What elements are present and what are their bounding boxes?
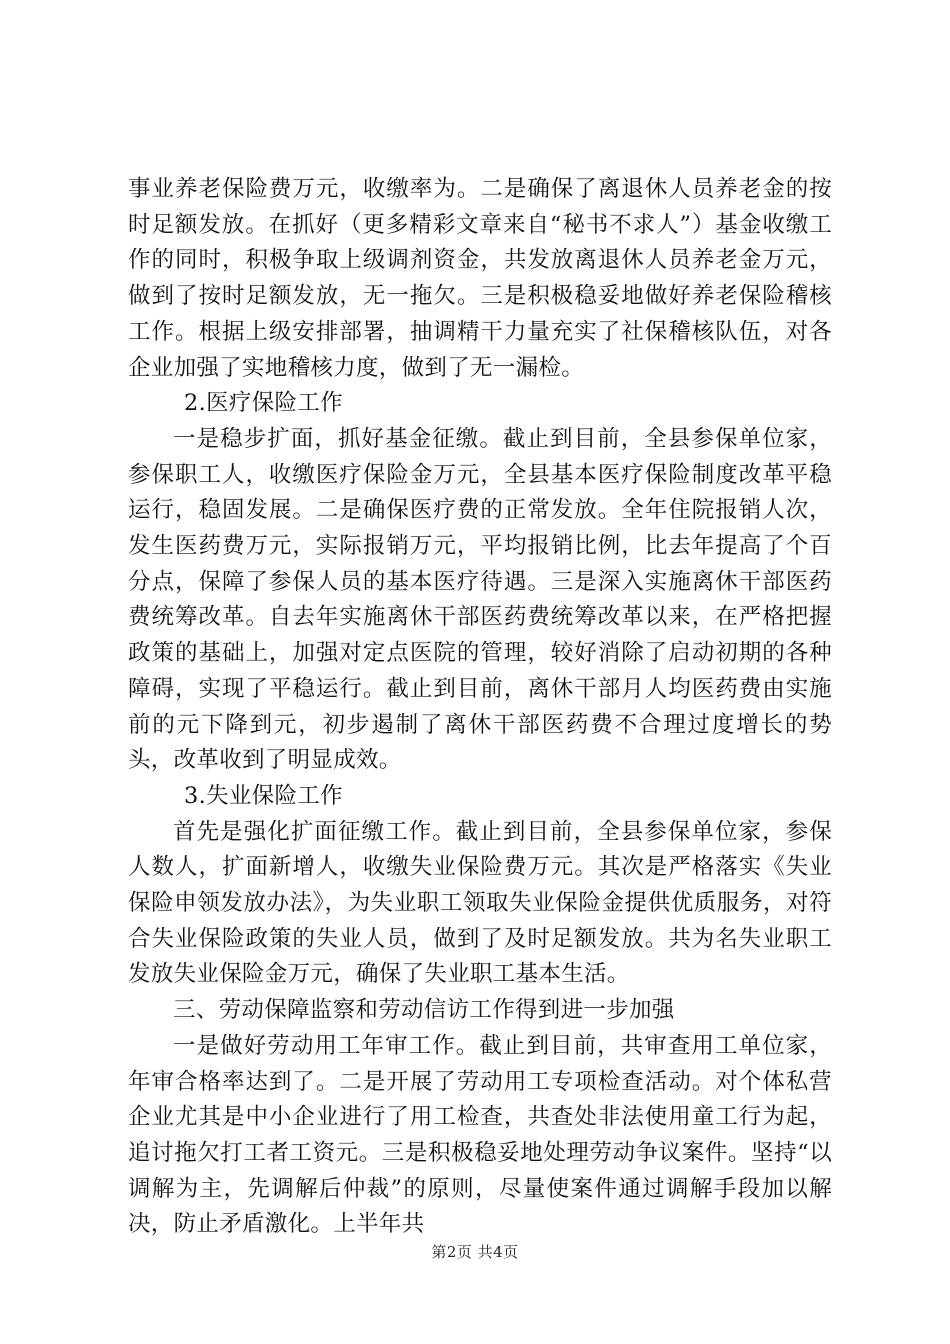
paragraph-medical-insurance: 一是稳步扩面，抓好基金征缴。截止到目前，全县参保单位家，参保职工人，收缴医疗保险金万元，全县基本医疗保险制度改革平稳运行，稳固发展。二是确保医疗费的正常发放。全年住院报销人次，发生医药费万元，实际报销万元，平均报销比例，比去年提高了个百分点，保障了参保人员的基本医疗待遇。三是深入实施离休干部医药费统筹改革。自去年实施离休干部医药费统筹改革以来，在严格把握政策的基础上，加强对定点医院的管理，较好消除了启动初期的各种障碍，实现了平稳运行。截止到目前，离休干部月人均医药费由实施前的元下降到元，初步遏制了离休干部医药费不合理过度增长的势头，改革收到了明显成效。 [128, 425, 832, 774]
heading-medical-insurance: 2.医疗保险工作 [184, 390, 343, 417]
heading-labor-inspection: 三、劳动保障监察和劳动信访工作得到进一步加强 [173, 997, 675, 1024]
paragraph-pension-continued: 事业养老保险费万元，收缴率为。二是确保了离退休人员养老金的按时足额发放。在抓好（更多精彩文章来自“秘书不求人”）基金收缴工作的同时，积极争取上级调剂资金，共发放离退休人员养老金万元，做到了按时足额发放，无一拖欠。三是积极稳妥地做好养老保险稽核工作。根据上级安排部署，抽调精干力量充实了社保稽核队伍，对各企业加强了实地稽核力度，做到了无一漏检。 [128, 176, 832, 381]
page-footer: 第2页 共4页 [431, 1243, 519, 1261]
paragraph-unemployment-insurance: 首先是强化扩面征缴工作。截止到目前，全县参保单位家，参保人数人，扩面新增人，收缴失业保险费万元。其次是严格落实《失业保险申领发放办法》，为失业职工领取失业保险金提供优质服务，对符合失业保险政策的失业人员，做到了及时足额发放。共为名失业职工发放失业保险金万元，确保了失业职工基本生活。 [128, 818, 832, 988]
heading-unemployment-insurance: 3.失业保险工作 [184, 782, 343, 809]
document-body [128, 172, 832, 1243]
paragraph-labor-inspection: 一是做好劳动用工年审工作。截止到目前，共审查用工单位家，年审合格率达到了。二是开展了劳动用工专项检查活动。对个体私营企业尤其是中小企业进行了用工检查，共查处非法使用童工行为起，追讨拖欠打工者工资元。三是积极稳妥地处理劳动争议案件。坚持“以调解为主，先调解后仲裁”的原则，尽量使案件通过调解手段加以解决，防止矛盾激化。上半年共 [128, 1032, 832, 1238]
